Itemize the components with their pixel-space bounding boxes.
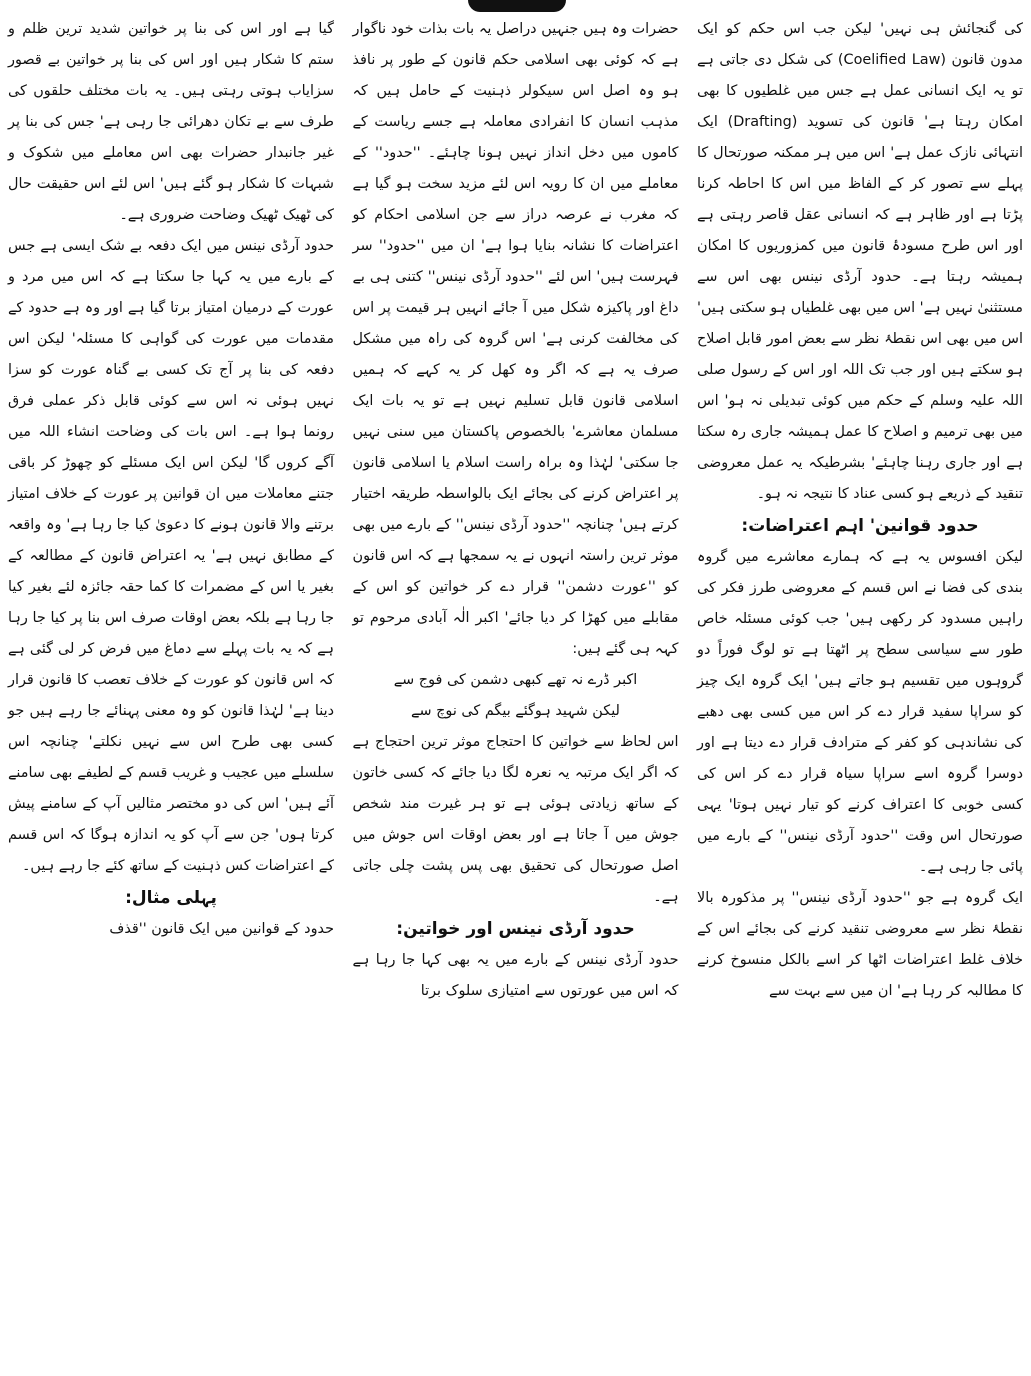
newspaper-page <box>0 14 1031 1366</box>
paragraph: حدود آرڈی نینس میں ایک دفعہ بے شک ایسی ہے جس کے بارے میں یہ کہا جا سکتا ہے کہ اس میں مرد و عورت کے درمیان امتیاز برتا گیا ہے اور وہ ہے حدود کے مقدمات میں عورت کی گواہی کا مسئلہ' لیکن اس دفعہ کی بنا پر آج تک کسی بے گناہ عورت کو سزا نہیں ہوئی نہ اس سے کوئی قابل ذکر عملی فرق رونما ہوا ہے۔ اس بات کی وضاحت انشاء اللہ میں آگے کروں گا' لیکن اس ایک مسئلے کو چھوڑ کر باقی جتنے معاملات میں ان قوانین پر عورت کے خلاف امتیاز برتنے والا قانون ہونے کا دعویٰ کیا جا رہا ہے' وہ واقعہ کے مطابق نہیں ہے' یہ اعتراض قانون کے مطالعہ کے بغیر یا اس کے مضمرات کا کما حقہ جائزہ لئے بغیر کیا جا رہا ہے بلکہ بعض اوقات صرف اس بنا پر کیا جا رہا ہے کہ یہ بات پہلے سے دماغ میں فرض کر لی گئی ہے کہ اس قانون کو عورت کے خلاف تعصب کا قانون قرار دینا ہے' لہٰذا قانون کو وہ معنی پہنائے جا رہے ہیں جو کسی بھی طرح اس سے نہیں نکلتے' چنانچہ اس سلسلے میں عجیب و غریب قسم کے لطیفے بھی سامنے آئے ہیں' اس کی دو مختصر مثالیں آپ کے سامنے پیش کرتا ہوں' جن سے آپ کو یہ اندازہ ہوگا کہ اس قسم کے اعتراضات کس ذہنیت کے ساتھ کئے جا رہے ہیں۔ <box>8 238 334 874</box>
top-ornament <box>468 0 566 12</box>
paragraph: حضرات وہ ہیں جنہیں دراصل یہ بات بذات خود ناگوار ہے کہ کوئی بھی اسلامی حکم قانون کے طور پر نافذ ہو وہ اصل اس سیکولر ذہنیت کے حامل ہیں کہ مذہب انسان کا انفرادی معاملہ ہے جسے ریاست کے کاموں میں دخل انداز نہیں ہونا چاہئے۔ ''حدود'' کے معاملے میں ان کا رویہ اس لئے مزید سخت ہو گیا ہے کہ مغرب نے عرصہ دراز سے جن اسلامی احکام کو اعتراضات کا نشانہ بنایا ہوا ہے' ان میں ''حدود'' سر فہرست ہیں' اس لئے ''حدود آرڈی نینس'' کتنی ہی بے داغ اور پاکیزہ شکل میں آ جائے انہیں ہر قیمت پر اس کی مخالفت کرنی ہے' اس گروہ کی راہ میں مشکل صرف یہ ہے کہ اگر وہ کھل کر یہ کہے کہ ہمیں اسلامی قانون قابل تسلیم نہیں ہے تو یہ بات ایک مسلمان معاشرے' بالخصوص پاکستان میں سنی نہیں جا سکتی' لہٰذا وہ براہ راست اسلام یا اسلامی قانون پر اعتراض کرنے کی بجائے ایک بالواسطہ طریقہ اختیار کرتے ہیں' چنانچہ ''حدود آرڈی نینس'' کے بارے میں بھی موثر ترین راستہ انہوں نے یہ سمجھا ہے کہ اس قانون کو ''عورت دشمن'' قرار دے کر خواتین کو اس کے مقابلے میں کھڑا کر دیا جائے' اکبر الٰہ آبادی مرحوم تو کہہ ہی گئے ہیں: <box>352 21 679 657</box>
paragraph: حدود کے قوانین میں ایک قانون ''قذف <box>109 921 334 937</box>
paragraph: گیا ہے اور اس کی بنا پر خواتین شدید ترین ظلم و ستم کا شکار ہیں اور اس کی بنا پر خواتین بے قصور سزایاب ہوتی رہتی ہیں۔ یہ بات مختلف حلقوں کی طرف سے بے تکان دھرائی جا رہی ہے' جس کی بنا پر غیر جانبدار حضرات بھی اس معاملے میں شکوک و شبہات کا شکار ہو گئے ہیں' اس لئے اس حقیقت حال کی ٹھیک ٹھیک وضاحت ضروری ہے۔ <box>8 21 334 223</box>
poetry-verse: لیکن شہید ہوگئے بیگم کی نوچ سے <box>411 703 620 719</box>
paragraph: حدود آرڈی نینس کے بارے میں یہ بھی کہا جا رہا ہے کہ اس میں عورتوں سے امتیازی سلوک برتا <box>352 952 679 999</box>
paragraph: لیکن افسوس یہ ہے کہ ہمارے معاشرے میں گروہ بندی کی فضا نے اس قسم کے معروضی طرز فکر کی راہیں مسدود کر رکھی ہیں' جب کوئی مسئلہ خاص طور سے سیاسی سطح پر اٹھتا ہے تو لوگ فوراً دو گروہوں میں تقسیم ہو جاتے ہیں' ایک گروہ ایک چیز کو سراپا سفید قرار دے کر اس میں کسی بھی دھبے کی نشاندہی کو کفر کے مترادف قرار دے دیتا ہے اور دوسرا گروہ اسے سراپا سیاہ قرار دے کر اس کی کسی خوبی کا اعتراف کرنے کو تیار نہیں ہوتا' یہی صورتحال اس وقت ''حدود آرڈی نینس'' کے بارے میں پائی جا رہی ہے۔ <box>697 549 1023 875</box>
section-heading: پہلی مثال: <box>125 888 217 908</box>
column-left <box>8 14 334 1366</box>
section-heading: حدود آرڈی نینس اور خواتین: <box>396 919 635 939</box>
column-middle <box>353 14 679 1366</box>
paragraph: اس لحاظ سے خواتین کا احتجاج موثر ترین احتجاج ہے کہ اگر ایک مرتبہ یہ نعرہ لگا دیا جائے کہ کسی خاتون کے ساتھ زیادتی ہوئی ہے تو ہر غیرت مند شخص جوش میں آ جاتا ہے اور بعض اوقات اس جوش میں اصل صورتحال کی تحقیق بھی پس پشت چلی جاتی ہے۔ <box>352 734 679 905</box>
paragraph: ایک گروہ ہے جو ''حدود آرڈی نینس'' پر مذکورہ بالا نقطۂ نظر سے معروضی تنقید کرنے کی بجائے اس کے خلاف غلط اعتراضات اٹھا کر اسے بالکل منسوخ کرنے کا مطالبہ کر رہا ہے' ان میں سے بہت سے <box>697 890 1023 999</box>
paragraph: کی گنجائش ہی نہیں' لیکن جب اس حکم کو ایک مدون قانون (Coelified Law) کی شکل دی جاتی ہے تو یہ ایک انسانی عمل ہے جس میں غلطیوں کا بھی امکان رہتا ہے' قانون کی تسوید (Drafting) ایک انتہائی نازک عمل ہے' اس میں ہر ممکنہ صورتحال کا پہلے سے تصور کر کے الفاظ میں اس کا احاطہ کرنا پڑتا ہے اور ظاہر ہے کہ انسانی عقل قاصر رہتی ہے اور اس طرح مسودۂ قانون میں کمزوریوں کا امکان ہمیشہ رہتا ہے۔ حدود آرڈی نینس بھی اس سے مستثنیٰ نہیں ہے' اس میں بھی غلطیاں ہو سکتی ہیں' اس میں بھی اس نقطۂ نظر سے بعض امور قابل اصلاح ہو سکتے ہیں اور جب تک اللہ اور اس کے رسول صلی اللہ علیہ وسلم کے حکم میں کوئی تبدیلی نہ ہو' اس میں بھی ترمیم و اصلاح کا عمل ہمیشہ جاری رہ سکتا ہے اور جاری رہنا چاہئے' بشرطیکہ یہ عمل معروضی تنقید کے ذریعے ہو کسی عناد کا نتیجہ نہ ہو۔ <box>697 21 1023 502</box>
poetry-verse: اکبر ڈرے نہ تھے کبھی دشمن کی فوج سے <box>393 672 638 688</box>
column-right <box>697 14 1023 1366</box>
section-heading: حدود قوانین' اہم اعتراضات: <box>741 516 979 536</box>
